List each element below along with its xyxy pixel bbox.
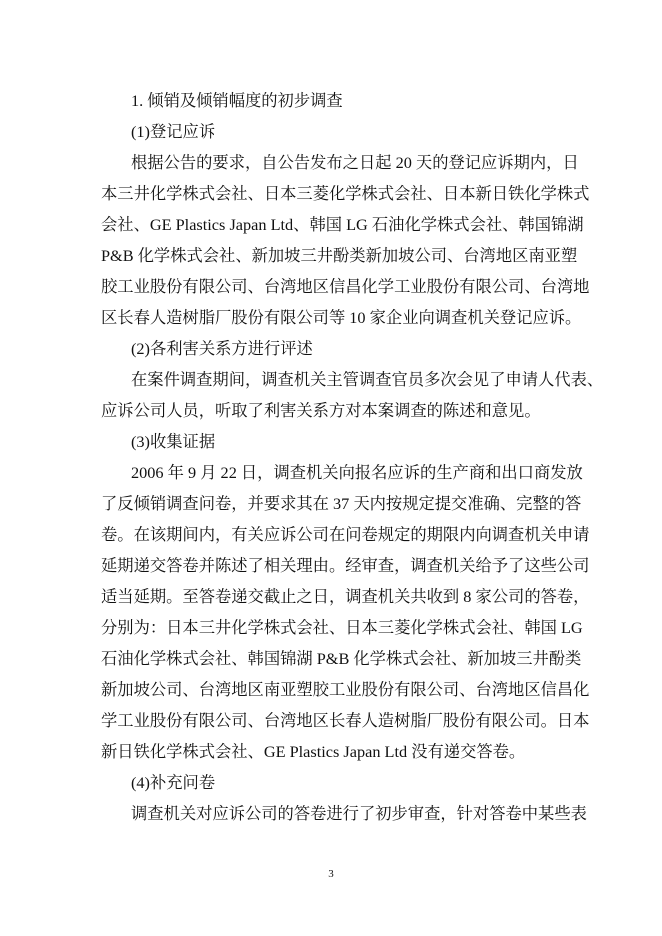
- paragraph-line: 适当延期。至答卷递交截止之日，调查机关共收到 8 家公司的答卷，: [101, 587, 590, 606]
- page-number: 3: [328, 868, 334, 880]
- paragraph-line: 区长春人造树脂厂股份有限公司等 10 家企业向调查机关登记应诉。: [101, 308, 582, 327]
- subsection-title: (3)收集证据: [131, 432, 216, 451]
- paragraph-line: P&B 化学株式会社、新加坡三井酚类新加坡公司、台湾地区南亚塑: [101, 246, 578, 265]
- paragraph-line: 卷。在该期间内，有关应诉公司在问卷规定的期限内向调查机关申请: [101, 525, 590, 544]
- paragraph-line: 应诉公司人员，听取了利害关系方对本案调查的陈述和意见。: [101, 401, 541, 420]
- document-body: [101, 85, 604, 829]
- paragraph-line: 石油化学株式会社、韩国锦湖 P&B 化学株式会社、新加坡三井酚类: [101, 649, 582, 668]
- subsection-title: (1)登记应诉: [131, 122, 216, 141]
- paragraph-line: 在案件调查期间，调查机关主管调查官员多次会见了申请人代表、: [131, 370, 604, 389]
- paragraph-line: 了反倾销调查问卷，并要求其在 37 天内按规定提交准确、完整的答: [101, 494, 582, 513]
- paragraph-line: 本三井化学株式会社、日本三菱化学株式会社、日本新日铁化学株式: [101, 184, 590, 203]
- sections: [101, 116, 604, 829]
- paragraph-line: 新日铁化学株式会社、GE Plastics Japan Ltd 没有递交答卷。: [101, 742, 526, 761]
- subsection-title: (2)各利害关系方进行评述: [131, 339, 313, 358]
- paragraph-line: 新加坡公司、台湾地区南亚塑胶工业股份有限公司、台湾地区信昌化: [101, 680, 590, 699]
- section-heading: 1. 倾销及倾销幅度的初步调查: [131, 91, 343, 110]
- paragraph-line: 调查机关对应诉公司的答卷进行了初步审查，针对答卷中某些表: [131, 804, 587, 823]
- paragraph-line: 根据公告的要求，自公告发布之日起 20 天的登记应诉期内，日: [131, 153, 579, 172]
- paragraph-line: 会社、GE Plastics Japan Ltd、韩国 LG 石油化学株式会社、韩国锦湖: [101, 215, 584, 234]
- paragraph-line: 2006 年 9 月 22 日，调查机关向报名应诉的生产商和出口商发放: [131, 463, 583, 482]
- paragraph-line: 胶工业股份有限公司、台湾地区信昌化学工业股份有限公司、台湾地: [101, 277, 590, 296]
- subsection-title: (4)补充问卷: [131, 773, 216, 792]
- paragraph-line: 学工业股份有限公司、台湾地区长春人造树脂厂股份有限公司。日本: [101, 711, 590, 730]
- paragraph-line: 分别为：日本三井化学株式会社、日本三菱化学株式会社、韩国 LG: [101, 618, 583, 637]
- paragraph-line: 延期递交答卷并陈述了相关理由。经审查，调查机关给予了这些公司: [101, 556, 590, 575]
